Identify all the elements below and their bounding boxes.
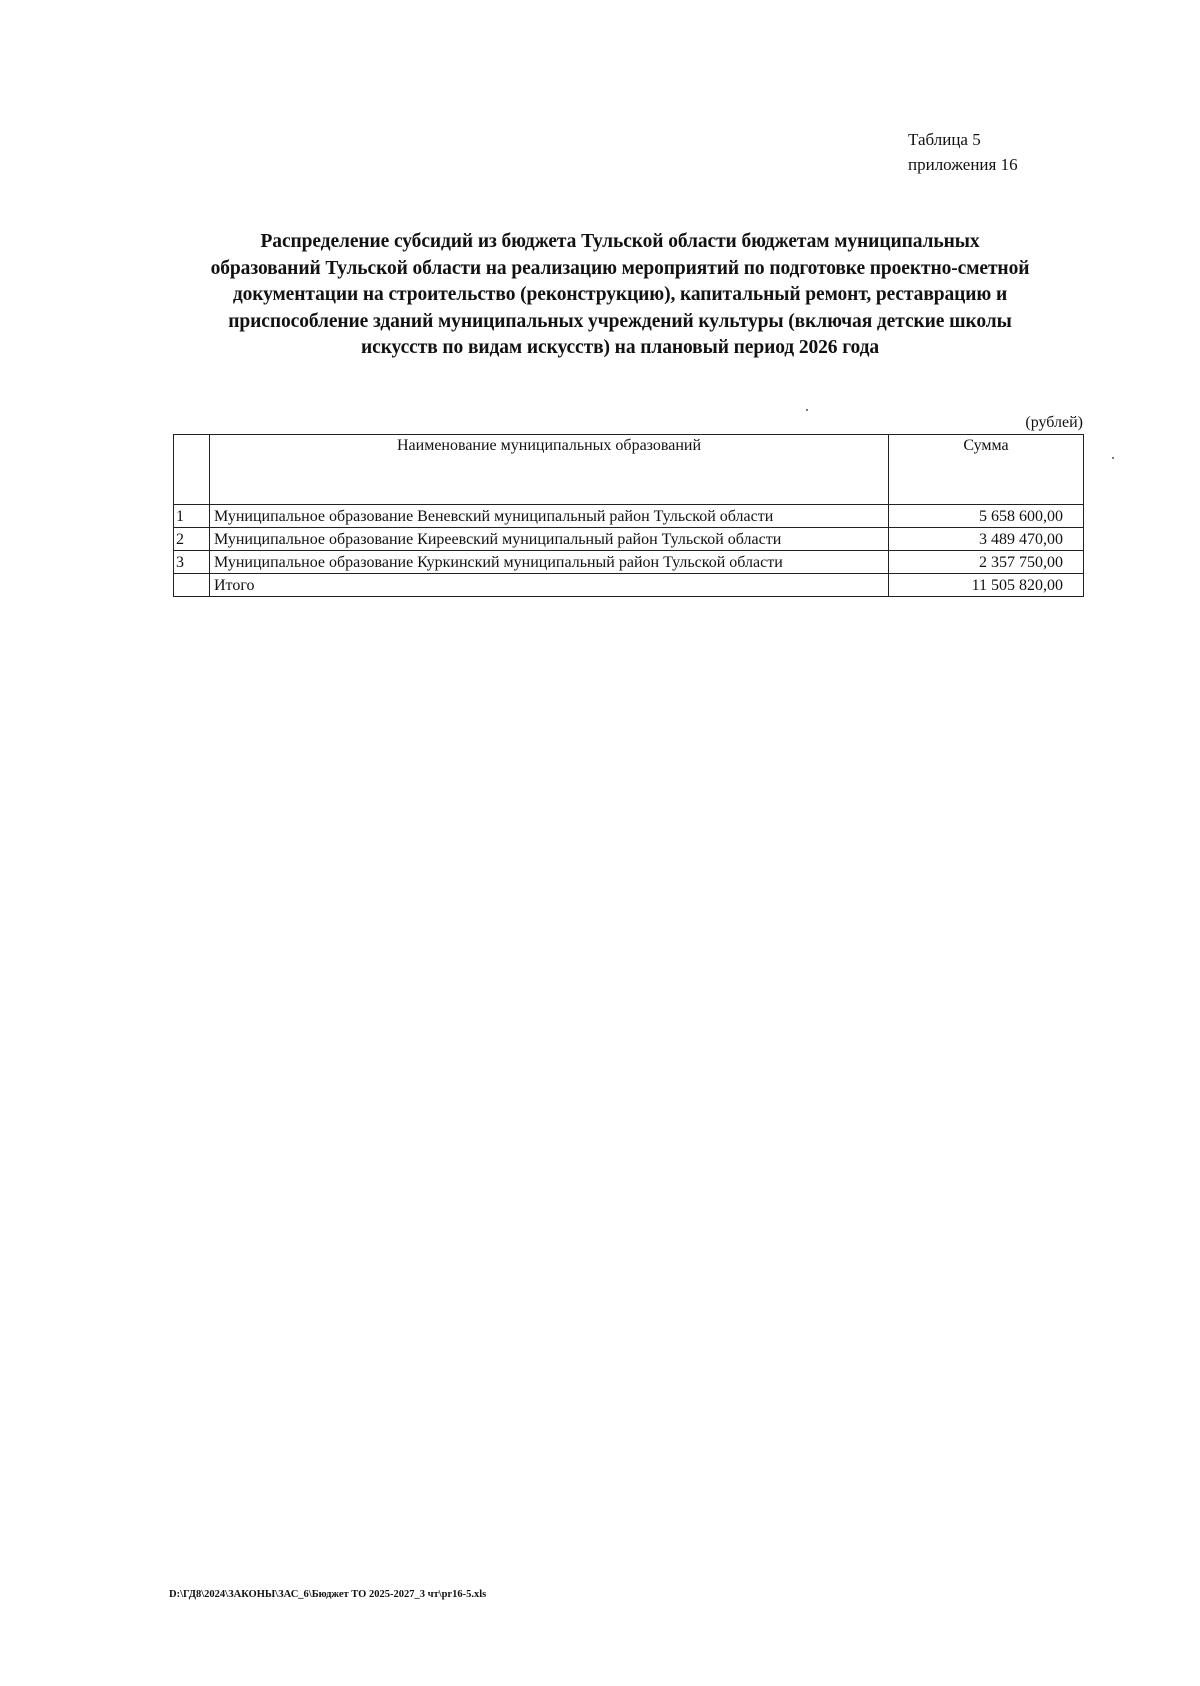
scan-speck — [806, 409, 808, 411]
table-row — [174, 551, 1084, 574]
row-sum: 3 489 470,00 — [889, 528, 1084, 551]
title-line: Распределение субсидий из бюджета Тульской области бюджетам муниципальных — [260, 231, 980, 252]
row-number: 1 — [174, 505, 210, 528]
scan-speck — [1112, 457, 1114, 459]
title-line: образований Тульской области на реализацию мероприятий по подготовке проектно-сметной — [210, 257, 1030, 279]
table-reference — [908, 127, 1018, 177]
row-number: 3 — [174, 551, 210, 574]
row-sum: 5 658 600,00 — [889, 505, 1084, 528]
column-header-number — [174, 435, 210, 505]
units-label: (рублей) — [1025, 414, 1083, 431]
total-sum: 11 505 820,00 — [889, 574, 1084, 597]
title-line: приспособление зданий муниципальных учреждений культуры (включая детские школы — [228, 310, 1012, 332]
table-header-row — [174, 435, 1084, 505]
appendix-label: приложения 16 — [908, 155, 1018, 174]
total-number — [174, 574, 210, 597]
table-label: Таблица 5 — [908, 130, 981, 149]
column-header-sum: Сумма — [889, 435, 1084, 505]
total-name: Итого — [210, 574, 889, 597]
table-row — [174, 505, 1084, 528]
subsidy-table — [173, 434, 1084, 597]
row-number: 2 — [174, 528, 210, 551]
row-name: Муниципальное образование Веневский муниципальный район Тульской области — [210, 505, 889, 528]
document-title — [150, 229, 1090, 362]
table-total-row — [174, 574, 1084, 597]
file-path-footer: D:\ГД8\2024\ЗАКОНЫ\ЗАС_6\Бюджет ТО 2025-2027_3 чт\pr16-5.xls — [169, 1589, 487, 1600]
row-name: Муниципальное образование Куркинский муниципальный район Тульской области — [210, 551, 889, 574]
row-sum: 2 357 750,00 — [889, 551, 1084, 574]
column-header-name: Наименование муниципальных образований — [210, 435, 889, 505]
title-line: документации на строительство (реконструкцию), капитальный ремонт, реставрацию и — [232, 284, 1008, 305]
table-row — [174, 528, 1084, 551]
title-line: искусств по видам искусств) на плановый период 2026 года — [361, 337, 879, 358]
row-name: Муниципальное образование Киреевский муниципальный район Тульской области — [210, 528, 889, 551]
